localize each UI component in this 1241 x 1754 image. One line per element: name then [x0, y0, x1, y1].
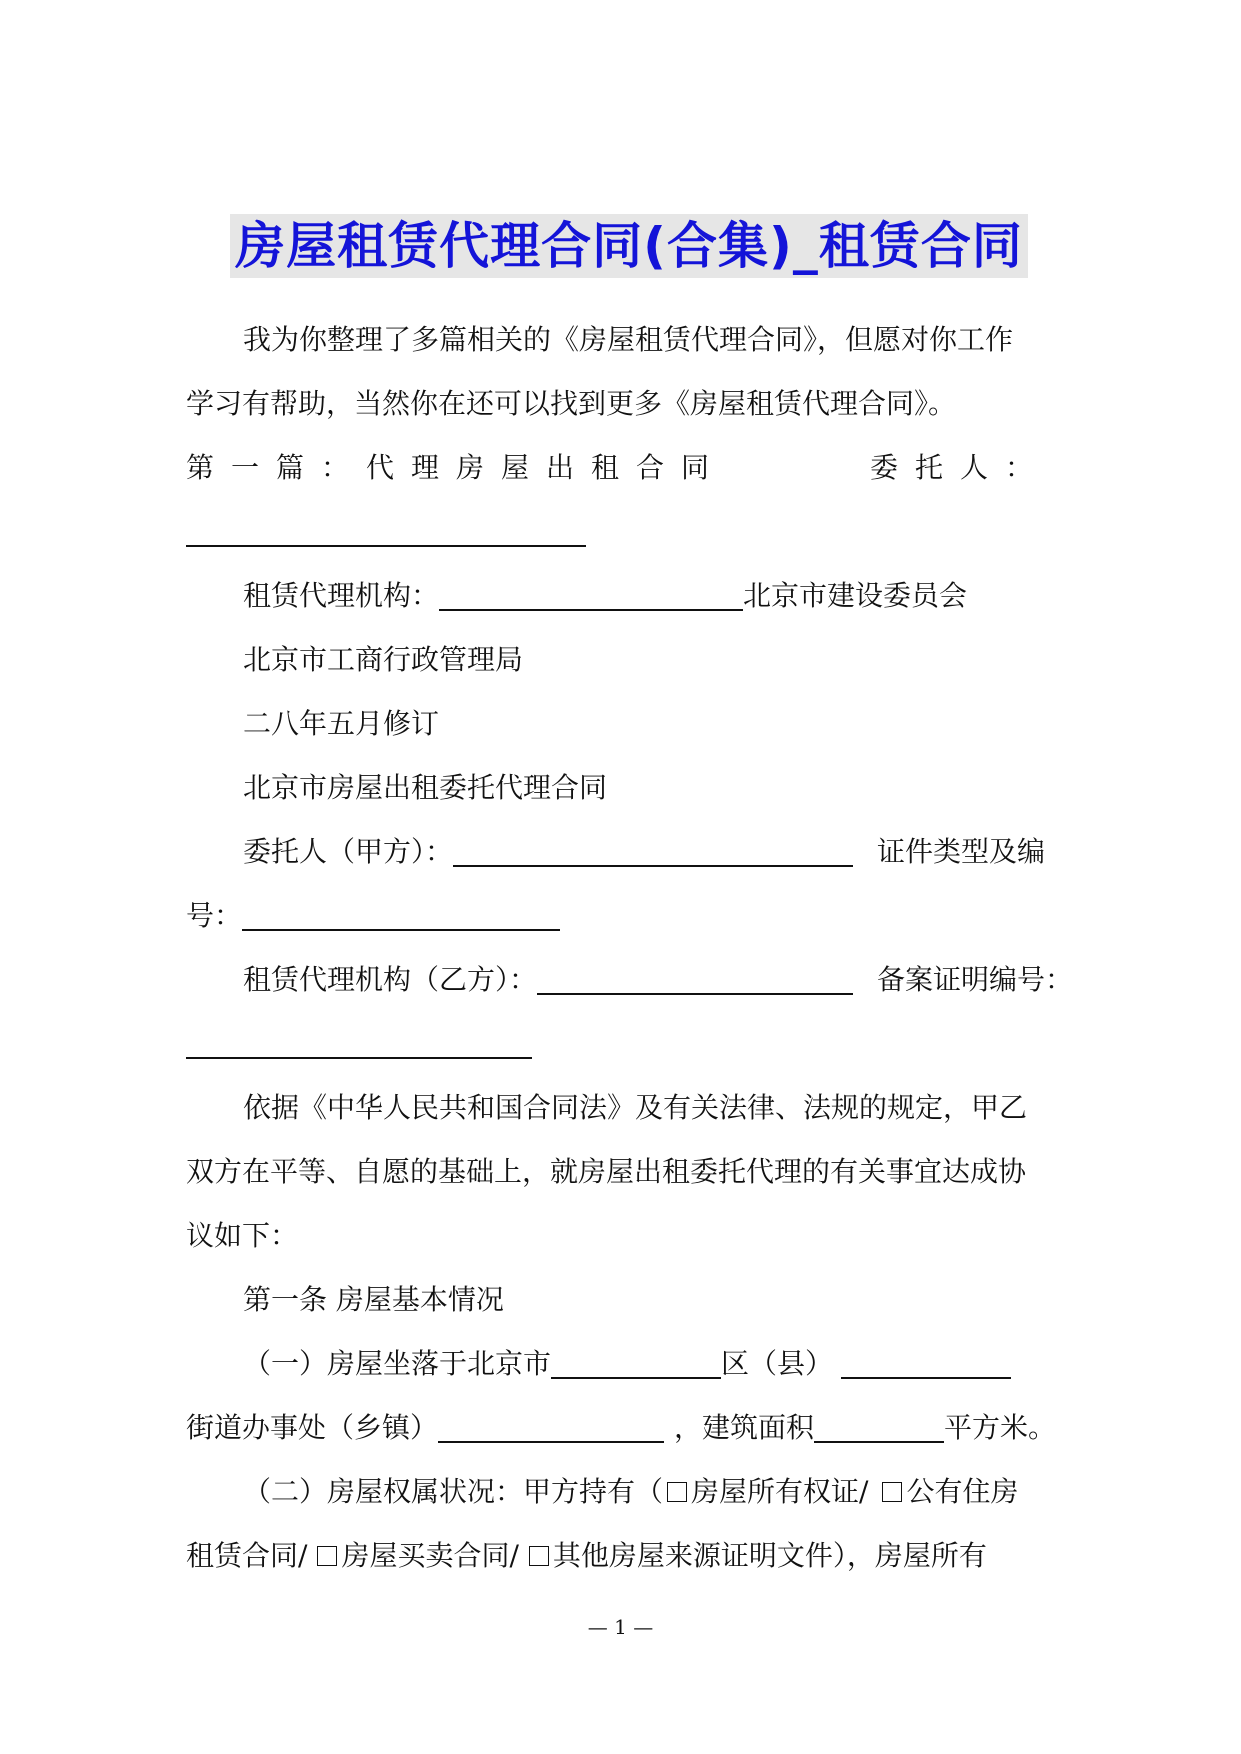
street-blank	[841, 1347, 1011, 1379]
location-label: （一）房屋坐落于北京市	[243, 1347, 552, 1380]
district-blank	[551, 1347, 721, 1379]
public-housing-option: 公有住房	[906, 1475, 1019, 1508]
party-b-blank	[537, 963, 853, 995]
basis-line-1: 依据《中华人民共和国合同法》及有关法律、法规的规定，甲乙	[243, 1091, 1028, 1124]
client-label: 委托人：	[870, 451, 1051, 484]
party-a-line	[243, 832, 853, 872]
area-label: ，建筑面积	[674, 1411, 815, 1444]
article-1-item-2-line-2	[186, 1536, 987, 1576]
id-number-blank	[242, 899, 560, 931]
public-housing-option-cont: 租赁合同/	[186, 1539, 308, 1572]
document-title: 房屋租赁代理合同(合集)_租赁合同	[235, 217, 1023, 275]
subdistrict-label: 街道办事处（乡镇）	[186, 1411, 439, 1444]
record-number-label: 备案证明编号：	[877, 963, 1074, 996]
revision-date: 二八年五月修订	[243, 707, 440, 740]
agency-label: 租赁代理机构：	[243, 579, 440, 612]
district-label: 区（县）	[721, 1347, 834, 1380]
basis-line-2: 双方在平等、自愿的基础上，就房屋出租委托代理的有关事宜达成协	[186, 1155, 1027, 1188]
purchase-contract-checkbox[interactable]	[317, 1546, 337, 1566]
area-unit: 平方米。	[944, 1411, 1057, 1444]
purchase-contract-option: 房屋买卖合同/	[341, 1539, 519, 1572]
contract-name: 北京市房屋出租委托代理合同	[243, 771, 608, 804]
party-a-label: 委托人（甲方）：	[243, 835, 454, 868]
id-type-label: 证件类型及编	[877, 835, 1046, 868]
id-number-line	[186, 896, 560, 936]
public-housing-checkbox[interactable]	[882, 1482, 902, 1502]
area-blank	[814, 1411, 944, 1443]
intro-line-2: 学习有帮助，当然你在还可以找到更多《房屋租赁代理合同》。	[186, 387, 957, 420]
ownership-label: （二）房屋权属状况：甲方持有（	[243, 1475, 664, 1508]
other-proof-option: 其他房屋来源证明文件），房屋所有	[552, 1539, 987, 1572]
record-number-blank-line	[186, 1024, 532, 1064]
ownership-certificate-option: 房屋所有权证/	[691, 1475, 869, 1508]
article-1-item-1-line-1	[243, 1344, 1011, 1384]
issuer-2: 北京市工商行政管理局	[243, 643, 524, 676]
party-a-blank	[453, 835, 853, 867]
article-1-item-1-line-2	[186, 1408, 1056, 1448]
article-1-heading: 第一条 房屋基本情况	[243, 1283, 504, 1316]
title-highlight	[230, 214, 1028, 278]
party-b-line	[243, 960, 853, 1000]
intro-line-1: 我为你整理了多篇相关的《房屋租赁代理合同》，但愿对你工作	[243, 323, 1014, 356]
issuer-1: 北京市建设委员会	[743, 579, 968, 612]
id-number-label: 号：	[186, 899, 243, 932]
subdistrict-blank	[438, 1411, 664, 1443]
section-heading: 第一篇：代理房屋出租合同	[186, 451, 727, 484]
basis-line-3: 议如下：	[186, 1219, 299, 1252]
party-b-label: 租赁代理机构（乙方）：	[243, 963, 538, 996]
other-proof-checkbox[interactable]	[529, 1546, 549, 1566]
client-blank-line	[186, 512, 586, 552]
article-1-item-2-line-1	[243, 1472, 1018, 1512]
agency-blank	[439, 579, 743, 611]
agency-line	[243, 576, 967, 616]
page-number: — 1 —	[587, 1615, 654, 1639]
ownership-certificate-checkbox[interactable]	[667, 1482, 687, 1502]
